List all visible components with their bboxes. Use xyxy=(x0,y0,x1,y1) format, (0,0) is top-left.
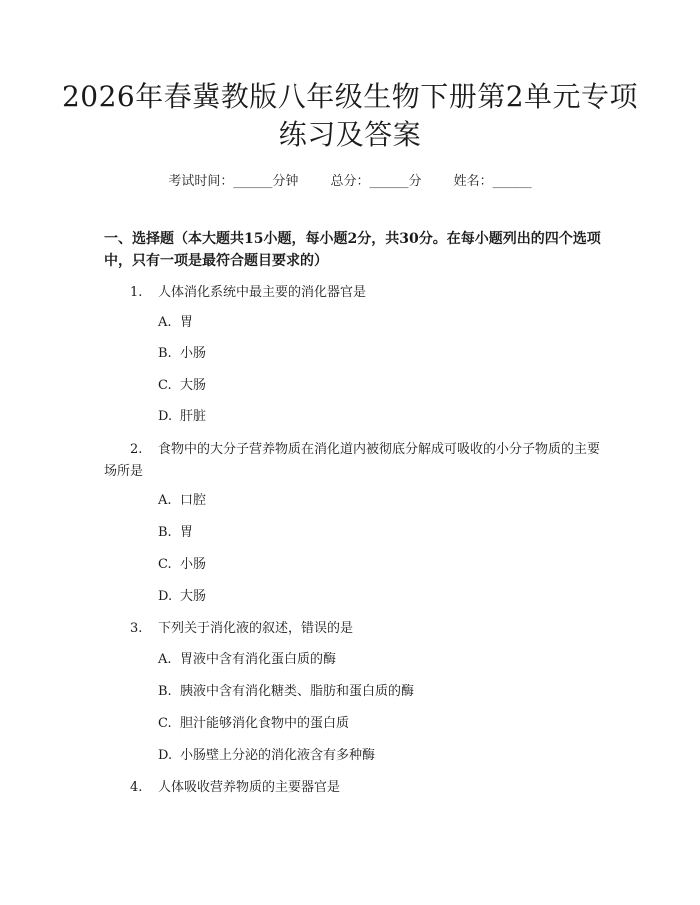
option-text: 肝脏 xyxy=(180,409,207,424)
option-letter: B. xyxy=(158,684,172,699)
question-number: 1. xyxy=(130,285,143,300)
option-text: 大肠 xyxy=(180,378,207,393)
question-text: 人体消化系统中最主要的消化器官是 xyxy=(158,285,367,300)
option-text: 口腔 xyxy=(180,493,207,508)
option-1b xyxy=(158,344,206,364)
option-text: 胰液中含有消化糖类、脂肪和蛋白质的酶 xyxy=(180,684,415,699)
question-text: 人体吸收营养物质的主要器官是 xyxy=(158,780,341,795)
exam-meta-line xyxy=(0,170,700,189)
question-text: 食物中的大分子营养物质在消化道内被彻底分解成可吸收的小分子物质的主要场所是 xyxy=(104,442,601,479)
option-letter: A. xyxy=(158,493,172,508)
option-letter: B. xyxy=(158,525,172,540)
option-letter: D. xyxy=(158,409,173,424)
question-4 xyxy=(104,777,604,799)
option-3c xyxy=(158,714,349,734)
option-3a xyxy=(158,650,336,670)
question-2 xyxy=(104,439,604,483)
question-1 xyxy=(104,282,604,304)
option-text: 小肠壁上分泌的消化液含有多种酶 xyxy=(180,748,376,763)
option-2c xyxy=(158,555,206,575)
option-letter: C. xyxy=(158,378,172,393)
question-number: 4. xyxy=(130,780,143,795)
option-text: 小肠 xyxy=(180,557,207,572)
option-text: 小肠 xyxy=(180,346,207,361)
option-text: 大肠 xyxy=(180,589,207,604)
document-title: 2026年春冀教版八年级生物下册第2单元专项练习及答案 xyxy=(61,80,639,151)
option-2a xyxy=(158,491,206,511)
question-3 xyxy=(104,618,604,640)
option-3d xyxy=(158,746,375,766)
total-score-field: 总分：______分 xyxy=(330,174,422,189)
exam-time-field: 考试时间：______分钟 xyxy=(168,174,299,189)
section-heading: 一、选择题（本大题共15小题，每小题2分，共30分。在每小题列出的四个选项中，只有一项是最符合题目要求的） xyxy=(104,231,601,269)
option-text: 胃 xyxy=(180,525,194,540)
option-letter: B. xyxy=(158,346,172,361)
option-text: 胃 xyxy=(180,315,194,330)
option-letter: C. xyxy=(158,716,172,731)
question-text: 下列关于消化液的叙述，错误的是 xyxy=(158,621,354,636)
option-text: 胆汁能够消化食物中的蛋白质 xyxy=(180,716,350,731)
option-letter: D. xyxy=(158,589,173,604)
option-letter: A. xyxy=(158,652,172,667)
option-letter: A. xyxy=(158,315,172,330)
option-1d xyxy=(158,407,206,427)
option-1a xyxy=(158,313,193,333)
option-letter: C. xyxy=(158,557,172,572)
student-name-field: 姓名：______ xyxy=(453,174,532,189)
option-text: 胃液中含有消化蛋白质的酶 xyxy=(180,652,337,667)
option-letter: D. xyxy=(158,748,173,763)
option-3b xyxy=(158,682,414,702)
question-number: 3. xyxy=(130,621,143,636)
option-2d xyxy=(158,587,206,607)
option-1c xyxy=(158,376,206,396)
question-number: 2. xyxy=(130,442,143,457)
option-2b xyxy=(158,523,193,543)
